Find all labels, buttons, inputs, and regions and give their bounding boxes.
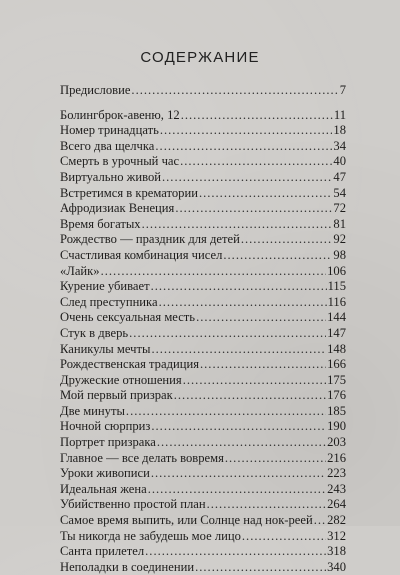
toc-entry-title: Очень сексуальная месть <box>60 310 196 325</box>
toc-dot-leader <box>151 419 326 435</box>
toc-dot-leader <box>131 83 338 99</box>
toc-entry <box>60 482 346 498</box>
toc-entry <box>60 248 346 264</box>
toc-entry-page-number: 175 <box>327 372 346 387</box>
toc-dot-leader <box>129 326 326 342</box>
toc-dot-leader <box>242 529 326 545</box>
toc-entry-title: Ночной сюрприз <box>60 419 151 434</box>
toc-entry-page-number: 203 <box>327 435 346 450</box>
toc-dot-leader <box>241 232 333 248</box>
toc-entry-title: Афродизиак Венеция <box>60 201 175 216</box>
toc-entry-title: Рождественская традиция <box>60 357 199 372</box>
toc-entry-page-number: 115 <box>327 279 346 294</box>
toc-entry-title: Рождество — праздник для детей <box>60 232 240 247</box>
toc-entry <box>60 123 346 139</box>
toc-entry-title: Счастливая комбинация чисел <box>60 247 223 262</box>
toc-entry-page-number: 7 <box>339 83 346 97</box>
toc-dot-leader <box>180 154 332 170</box>
toc-dot-leader <box>160 123 333 139</box>
toc-entry-page-number: 282 <box>327 513 346 528</box>
toc-entry <box>60 373 346 389</box>
toc-entry-page-number: 223 <box>327 466 346 481</box>
toc-entry-title: Номер тринадцать <box>60 123 159 138</box>
toc-entry <box>60 544 346 560</box>
toc-entry-page-number: 54 <box>333 185 346 200</box>
toc-entry-title: Время богатых <box>60 216 141 231</box>
toc-dot-leader <box>225 451 326 467</box>
toc-dot-leader <box>101 264 327 280</box>
toc-entry-page-number: 340 <box>327 559 346 574</box>
toc-entry-page-number: 264 <box>327 497 346 512</box>
toc-entry <box>60 388 346 404</box>
toc-entry <box>60 451 346 467</box>
toc-dot-leader <box>183 373 326 389</box>
toc-dot-leader <box>159 295 327 311</box>
toc-entry-page-number: 216 <box>327 450 346 465</box>
toc-entry-page-number: 148 <box>327 341 346 356</box>
toc-dot-leader <box>175 201 332 217</box>
toc-entry-page-number: 40 <box>333 154 346 169</box>
toc-entry-title: Каникулы мечты <box>60 341 151 356</box>
toc-dot-leader <box>195 560 326 575</box>
toc-entry-title: Предисловие <box>60 83 131 97</box>
page-title: СОДЕРЖАНИЕ <box>140 49 260 66</box>
toc-entry <box>60 435 346 451</box>
toc-entry-title: Дружеские отношения <box>60 372 182 387</box>
toc-entry <box>60 295 346 311</box>
toc-entry <box>60 279 346 295</box>
toc-entry-page-number: 243 <box>327 481 346 496</box>
toc-entry-title: Уроки живописи <box>60 466 150 481</box>
toc-dot-leader <box>200 357 326 373</box>
toc-entry-title: Самое время выпить, или Солнце над нок-реей <box>60 513 313 528</box>
toc-entry-title: Две минуты <box>60 403 125 418</box>
toc-entry-title: Курение убивает <box>60 279 150 294</box>
toc-entry <box>60 529 346 545</box>
toc-dot-leader <box>162 170 332 186</box>
toc-dot-leader <box>174 388 326 404</box>
toc-entry-page-number: 92 <box>333 232 346 247</box>
toc-entry <box>60 326 346 342</box>
toc-entry-title: След преступника <box>60 294 158 309</box>
toc-entry <box>60 264 346 280</box>
toc-entry-page-number: 185 <box>327 403 346 418</box>
toc-entry <box>60 232 346 248</box>
toc-entry <box>60 108 346 124</box>
toc-dot-leader <box>142 217 333 233</box>
toc-entry-title: «Лайк» <box>60 263 100 278</box>
toc-entry-page-number: 11 <box>333 107 346 122</box>
toc-entry <box>60 310 346 326</box>
toc-entry <box>60 186 346 202</box>
toc-entry-title: Неполадки в соединении <box>60 559 195 574</box>
toc-entry-page-number: 176 <box>327 388 346 403</box>
toc-dot-leader <box>151 342 326 358</box>
toc-entry-page-number: 190 <box>327 419 346 434</box>
toc-entry <box>60 201 346 217</box>
toc-entry <box>60 560 346 575</box>
toc-dot-leader <box>181 108 333 124</box>
toc-entry-title: Всего два щелчка <box>60 138 155 153</box>
toc-entry-page-number: 72 <box>333 201 346 216</box>
toc-dot-leader <box>199 186 332 202</box>
toc-dot-leader <box>155 139 332 155</box>
toc-entry <box>60 342 346 358</box>
toc-dot-leader <box>151 279 327 295</box>
toc-entry-title: Санта прилетел <box>60 544 145 559</box>
toc-entry <box>60 139 346 155</box>
toc-entry-title: Идеальная жена <box>60 481 147 496</box>
toc-entry-page-number: 81 <box>333 216 346 231</box>
toc-entry-page-number: 18 <box>333 123 346 138</box>
toc-entry <box>60 513 346 529</box>
toc-entry-title: Встретимся в крематории <box>60 185 198 200</box>
toc-entry-page-number: 144 <box>327 310 346 325</box>
toc-entry-page-number: 166 <box>327 357 346 372</box>
toc-entry-title: Стук в дверь <box>60 325 129 340</box>
toc-entry-title: Главное — все делать вовремя <box>60 450 224 465</box>
toc-entry <box>60 419 346 435</box>
toc-entry <box>60 357 346 373</box>
toc-dot-leader <box>196 310 326 326</box>
toc-entry <box>60 83 346 99</box>
toc-entry-title: Ты никогда не забудешь мое лицо <box>60 528 241 543</box>
toc-entry <box>60 154 346 170</box>
table-of-contents <box>60 83 346 575</box>
toc-dot-leader <box>145 544 326 560</box>
toc-entry-title: Болингброк-авеню, 12 <box>60 107 180 122</box>
toc-entry <box>60 404 346 420</box>
toc-entry <box>60 466 346 482</box>
toc-entry-page-number: 106 <box>327 263 346 278</box>
toc-entry-page-number: 116 <box>327 294 346 309</box>
toc-dot-leader <box>157 435 326 451</box>
toc-entry-title: Убийственно простой план <box>60 497 206 512</box>
toc-entry-page-number: 147 <box>327 325 346 340</box>
toc-dot-leader <box>126 404 326 420</box>
toc-entry-page-number: 318 <box>327 544 346 559</box>
toc-dot-leader <box>148 482 326 498</box>
toc-entry <box>60 170 346 186</box>
toc-entry-title: Смерть в урочный час <box>60 154 180 169</box>
toc-dot-leader <box>314 513 326 529</box>
toc-entry <box>60 497 346 513</box>
toc-entry-page-number: 98 <box>333 247 346 262</box>
toc-dot-leader <box>151 466 326 482</box>
toc-entry-title: Портрет призрака <box>60 435 156 450</box>
toc-dot-leader <box>223 248 332 264</box>
toc-entry-title: Мой первый призрак <box>60 388 173 403</box>
toc-dot-leader <box>207 497 327 513</box>
toc-entry-page-number: 312 <box>327 528 346 543</box>
toc-entry <box>60 217 346 233</box>
toc-entry-page-number: 34 <box>333 138 346 153</box>
toc-entry-page-number: 47 <box>333 169 346 184</box>
toc-entry-title: Виртуально живой <box>60 169 161 184</box>
